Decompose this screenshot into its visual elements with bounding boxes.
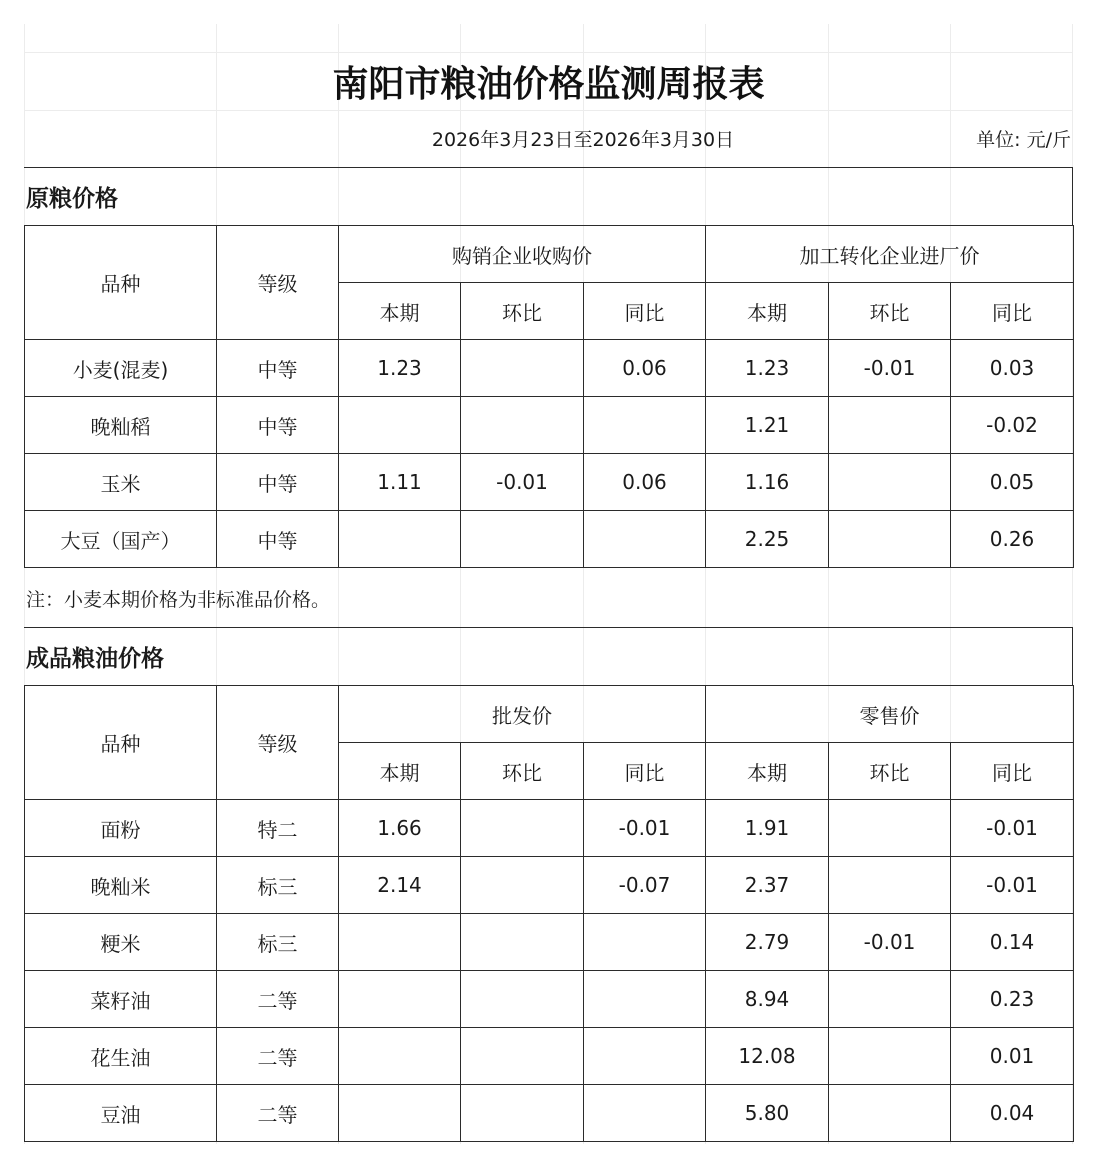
variety-cell: 晚籼米 (25, 857, 217, 914)
variety-cell: 花生油 (25, 1028, 217, 1085)
raw-grain-table (24, 225, 1074, 568)
value-cell: 5.80 (706, 1085, 829, 1142)
value-cell: 0.06 (584, 340, 706, 397)
value-cell: 1.66 (339, 800, 461, 857)
value-cell: 0.05 (951, 454, 1074, 511)
section-title-raw-grain: 原粮价格 (26, 186, 118, 212)
header-variety: 品种 (25, 686, 217, 800)
header-grade: 等级 (217, 226, 339, 340)
value-cell (829, 1028, 951, 1085)
grade-cell: 中等 (217, 511, 339, 568)
grade-cell: 中等 (217, 454, 339, 511)
subheader-mom: 环比 (461, 743, 584, 800)
value-cell: -0.01 (951, 857, 1074, 914)
value-cell: -0.02 (951, 397, 1074, 454)
header-purchase-price: 购销企业收购价 (339, 226, 706, 283)
value-cell (584, 511, 706, 568)
value-cell: 0.23 (951, 971, 1074, 1028)
grade-cell: 标三 (217, 914, 339, 971)
grade-cell: 二等 (217, 1085, 339, 1142)
value-cell: 0.26 (951, 511, 1074, 568)
header-factory-price: 加工转化企业进厂价 (706, 226, 1074, 283)
subheader-current: 本期 (706, 283, 829, 340)
table-row (25, 800, 1074, 857)
value-cell (829, 857, 951, 914)
subheader-current: 本期 (339, 743, 461, 800)
section-title-finished: 成品粮油价格 (26, 646, 164, 672)
value-cell: 2.79 (706, 914, 829, 971)
variety-cell: 晚籼稻 (25, 397, 217, 454)
finished-table (24, 685, 1074, 1142)
value-cell (584, 1085, 706, 1142)
value-cell: 0.06 (584, 454, 706, 511)
value-cell (339, 511, 461, 568)
table-row (25, 454, 1074, 511)
subheader-yoy: 同比 (584, 283, 706, 340)
value-cell (461, 340, 584, 397)
subheader-mom: 环比 (461, 283, 584, 340)
value-cell (339, 914, 461, 971)
subheader-current: 本期 (706, 743, 829, 800)
value-cell (461, 397, 584, 454)
subheader-yoy: 同比 (584, 743, 706, 800)
table-row (25, 914, 1074, 971)
value-cell: -0.01 (461, 454, 584, 511)
value-cell: 0.04 (951, 1085, 1074, 1142)
value-cell: -0.01 (829, 340, 951, 397)
value-cell: 1.11 (339, 454, 461, 511)
table-row (25, 340, 1074, 397)
header-retail-price: 零售价 (706, 686, 1074, 743)
value-cell: 0.14 (951, 914, 1074, 971)
grade-cell: 中等 (217, 397, 339, 454)
footnote: 注：小麦本期价格为非标准品价格。 (26, 589, 331, 611)
value-cell: 1.21 (706, 397, 829, 454)
value-cell: 0.03 (951, 340, 1074, 397)
value-cell: 2.14 (339, 857, 461, 914)
value-cell (461, 971, 584, 1028)
grade-cell: 中等 (217, 340, 339, 397)
value-cell: 2.37 (706, 857, 829, 914)
value-cell (461, 800, 584, 857)
grade-cell: 二等 (217, 971, 339, 1028)
grade-cell: 特二 (217, 800, 339, 857)
value-cell (461, 1085, 584, 1142)
variety-cell: 菜籽油 (25, 971, 217, 1028)
value-cell (461, 511, 584, 568)
value-cell (339, 1028, 461, 1085)
value-cell: -0.07 (584, 857, 706, 914)
value-cell (584, 971, 706, 1028)
unit-label: 单位: 元/斤 (976, 129, 1071, 151)
value-cell (829, 800, 951, 857)
page-title: 南阳市粮油价格监测周报表 (332, 63, 765, 105)
value-cell: 1.91 (706, 800, 829, 857)
value-cell: 1.23 (706, 340, 829, 397)
value-cell (584, 1028, 706, 1085)
variety-cell: 大豆（国产） (25, 511, 217, 568)
value-cell: 12.08 (706, 1028, 829, 1085)
value-cell: 1.23 (339, 340, 461, 397)
value-cell (339, 397, 461, 454)
value-cell (829, 1085, 951, 1142)
variety-cell: 面粉 (25, 800, 217, 857)
value-cell (829, 454, 951, 511)
table-row (25, 857, 1074, 914)
subheader-current: 本期 (339, 283, 461, 340)
table-row (25, 971, 1074, 1028)
value-cell: 8.94 (706, 971, 829, 1028)
value-cell: 0.01 (951, 1028, 1074, 1085)
value-cell (829, 971, 951, 1028)
value-cell (339, 1085, 461, 1142)
grade-cell: 标三 (217, 857, 339, 914)
header-wholesale-price: 批发价 (339, 686, 706, 743)
value-cell (829, 511, 951, 568)
value-cell: 1.16 (706, 454, 829, 511)
header-variety: 品种 (25, 226, 217, 340)
header-grade: 等级 (217, 686, 339, 800)
value-cell (584, 914, 706, 971)
subheader-yoy: 同比 (951, 743, 1074, 800)
table-row (25, 1028, 1074, 1085)
subheader-mom: 环比 (829, 743, 951, 800)
value-cell: -0.01 (829, 914, 951, 971)
table-row (25, 397, 1074, 454)
value-cell (461, 857, 584, 914)
variety-cell: 玉米 (25, 454, 217, 511)
table-row (25, 511, 1074, 568)
value-cell (584, 397, 706, 454)
subheader-yoy: 同比 (951, 283, 1074, 340)
variety-cell: 豆油 (25, 1085, 217, 1142)
value-cell (829, 397, 951, 454)
value-cell (461, 914, 584, 971)
variety-cell: 粳米 (25, 914, 217, 971)
date-range: 2026年3月23日至2026年3月30日 (431, 129, 735, 151)
value-cell: -0.01 (584, 800, 706, 857)
value-cell: 2.25 (706, 511, 829, 568)
subheader-mom: 环比 (829, 283, 951, 340)
value-cell (339, 971, 461, 1028)
grade-cell: 二等 (217, 1028, 339, 1085)
value-cell (461, 1028, 584, 1085)
value-cell: -0.01 (951, 800, 1074, 857)
table-row (25, 1085, 1074, 1142)
variety-cell: 小麦(混麦) (25, 340, 217, 397)
